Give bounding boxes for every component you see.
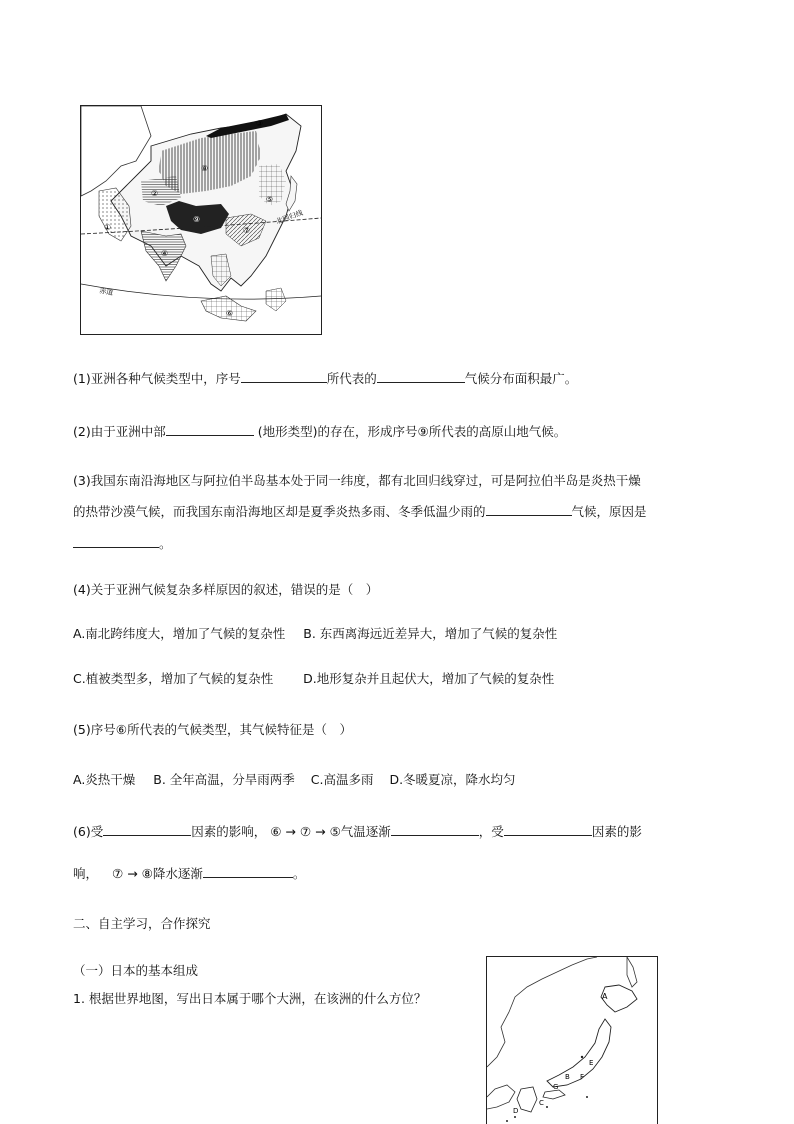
question-3-line-2 [73, 503, 713, 520]
q6-circled-7: ⑦ [299, 824, 312, 839]
q4-option-b[interactable]: B. 东西离海远近差异大，增加了气候的复杂性 [303, 626, 558, 641]
question-4 [73, 581, 713, 598]
q6-line-2-b: 降水逐渐 [152, 866, 203, 881]
question-3-line-3 [73, 535, 713, 552]
q5-circled-6: ⑥ [115, 722, 127, 737]
q6-text-b: 因素的影响， [191, 824, 267, 839]
q6-text-e: 因素的影 [591, 824, 642, 839]
japan-label-f: F [580, 1073, 585, 1081]
q6-arrow-3: → [127, 866, 138, 881]
q6-line-2-a: 响， [73, 866, 99, 881]
q4-stem: (4)关于亚洲气候复杂多样原因的叙述，错误的是（ ） [73, 582, 379, 597]
japan-label-a: A [602, 992, 608, 1001]
q3-line-3-end: 。 [159, 536, 172, 551]
japan-label-e: E [589, 1059, 594, 1067]
asia-map-drawing [81, 106, 321, 334]
q3-blank-reason[interactable] [73, 535, 159, 548]
map-label-5: ⑤ [266, 195, 274, 204]
q6-blank-factor-2[interactable] [504, 823, 592, 836]
q2-text-a: (2)由于亚洲中部 [73, 424, 166, 439]
map-label-2: ② [151, 189, 159, 198]
map-label-9: ⑨ [193, 215, 201, 224]
q3-line-2-b: 气候，原因是 [571, 504, 647, 519]
q1-blank-climate[interactable] [377, 370, 465, 383]
map-label-1: ① [104, 223, 112, 232]
japan-label-c: C [539, 1099, 544, 1107]
japan-map [486, 956, 658, 1124]
q5-options [73, 771, 713, 788]
q1-blank-number[interactable] [241, 370, 327, 383]
q6-text-a: (6)受 [73, 824, 104, 839]
q5-option-a[interactable]: A.炎热干燥 [73, 772, 136, 787]
section-2-title: 二、自主学习，合作探究 [73, 916, 211, 931]
q5-option-d[interactable]: D.冬暖夏凉，降水均匀 [389, 772, 516, 787]
q2-text-b: (地形类型)的存在，形成序号 [257, 424, 418, 439]
tropic-of-cancer-label: 北回归线 [274, 208, 304, 226]
map-label-6: ⑥ [226, 309, 234, 318]
map-label-8: ⑧ [201, 164, 209, 173]
q6-line2-circled-7: ⑦ [111, 866, 124, 881]
q4-option-c[interactable]: C.植被类型多，增加了气候的复杂性 [73, 671, 274, 686]
q4-options-row-1 [73, 625, 713, 642]
q6-circled-8: ⑧ [141, 866, 153, 881]
asia-climate-map [80, 105, 322, 335]
q5-text-a: (5)序号 [73, 722, 116, 737]
q2-text-c: 所代表的高原山地气候。 [428, 424, 567, 439]
q6-text-c: 气温逐渐 [340, 824, 391, 839]
map-label-4: ④ [161, 249, 169, 258]
section-2-subtitle: （一）日本的基本组成 [73, 963, 199, 978]
q2-circled-9: ⑨ [417, 424, 429, 439]
q2-blank-terrain[interactable] [166, 423, 254, 436]
q6-arrow-2: → [315, 824, 326, 839]
q3-line-2-a: 的热带沙漠气候，而我国东南沿海地区却是夏季炎热多雨、冬季低温少雨的 [73, 504, 486, 519]
q6-blank-temperature[interactable] [391, 823, 479, 836]
q5-option-b[interactable]: B. 全年高温，分旱雨两季 [153, 772, 295, 787]
japan-label-b: B [565, 1073, 570, 1081]
q5-option-c[interactable]: C.高温多雨 [310, 772, 374, 787]
q1-text-b: 所代表的 [326, 371, 377, 386]
q5-text-b: 所代表的气候类型，其气候特征是（ ） [126, 722, 352, 737]
question-2 [73, 423, 713, 440]
question-6-line-1 [73, 823, 713, 840]
japan-label-d: D [513, 1107, 519, 1115]
section-2-question-1: 1. 根据世界地图，写出日本属于哪个大洲，在该洲的什么方位？ [73, 991, 427, 1006]
map-label-7: ⑦ [243, 226, 251, 235]
q6-circled-6: ⑥ [270, 824, 282, 839]
q6-blank-precipitation[interactable] [203, 865, 293, 878]
q6-text-d: ，受 [478, 824, 504, 839]
q3-line-1: (3)我国东南沿海地区与阿拉伯半岛基本处于同一纬度，都有北回归线穿过，可是阿拉伯半岛是炎热干燥 [73, 473, 641, 488]
q6-line-2-end: 。 [292, 866, 306, 881]
q4-options-row-2 [73, 670, 713, 687]
question-3-line-1 [73, 472, 713, 489]
q4-option-a[interactable]: A.南北跨纬度大，增加了气候的复杂性 [73, 626, 286, 641]
question-6-line-2 [73, 865, 713, 882]
q6-blank-factor-1[interactable] [103, 823, 191, 836]
japan-map-drawing [487, 957, 657, 1124]
q3-blank-climate[interactable] [486, 503, 572, 516]
q1-text-a: (1)亚洲各种气候类型中，序号 [73, 371, 241, 386]
q6-arrow-1: → [285, 824, 296, 839]
japan-label-g: G [553, 1083, 559, 1091]
map-label-3: ③ [256, 119, 264, 128]
equator-label: 赤道 [98, 287, 114, 297]
question-1 [73, 370, 713, 387]
q1-text-c: 气候分布面积最广。 [464, 371, 578, 386]
q4-option-d[interactable]: D.地形复杂并且起伏大，增加了气候的复杂性 [303, 671, 555, 686]
question-5 [73, 721, 713, 738]
q6-circled-5: ⑤ [329, 824, 341, 839]
